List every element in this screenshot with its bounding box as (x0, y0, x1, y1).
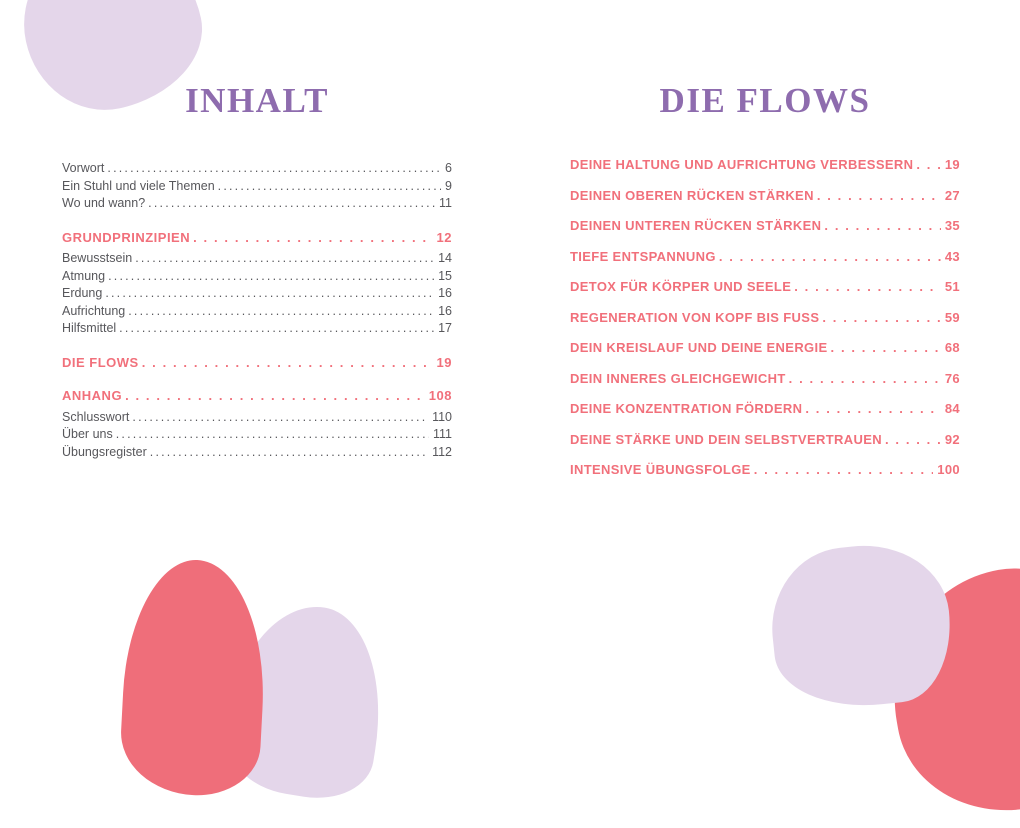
dot-leader (817, 181, 941, 212)
dot-leader (885, 425, 941, 456)
dot-leader (824, 211, 940, 242)
toc-page-number: 15 (438, 268, 452, 283)
right-page (570, 0, 960, 486)
toc-page-number: 112 (432, 444, 452, 459)
toc-row (62, 426, 452, 444)
dot-leader (822, 303, 940, 334)
toc-label: Erdung (62, 286, 103, 300)
left-page (62, 0, 452, 461)
toc-label: Vorwort (62, 161, 105, 175)
toc-page-number: 92 (944, 431, 960, 447)
toc-section-row (62, 387, 452, 405)
toc-page-number: 108 (428, 388, 452, 403)
dot-leader (105, 285, 434, 303)
toc-label: DEINE HALTUNG UND AUFRICHTUNG VERBESSERN (570, 157, 914, 172)
toc-page-number: 111 (432, 427, 452, 441)
toc-label: DIE FLOWS (62, 354, 139, 370)
toc-row (570, 242, 960, 273)
toc-page-number: 19 (436, 354, 452, 370)
toc-page-number: 11 (439, 196, 452, 210)
dot-leader (148, 195, 435, 213)
toc-page-number: 14 (438, 251, 452, 265)
toc-page-number: 9 (445, 178, 452, 193)
toc-page-number: 59 (944, 309, 960, 325)
toc-label: Schlusswort (62, 409, 130, 424)
toc-label: ANHANG (62, 388, 123, 403)
toc-row (570, 455, 960, 486)
toc-label: TIEFE ENTSPANNUNG (570, 248, 716, 264)
flows-toc-list (570, 150, 960, 486)
toc-label: Übungsregister (62, 444, 147, 459)
dot-leader (142, 354, 433, 372)
toc-label: DEIN KREISLAUF UND DEINE ENERGIE (570, 340, 828, 355)
decorative-blob-bottom-left-coral (118, 556, 270, 798)
toc-label: DEIN INNERES GLEICHGEWICHT (570, 370, 786, 386)
toc-row (570, 150, 960, 181)
toc-page-number: 16 (438, 303, 452, 318)
dot-leader (150, 444, 428, 462)
toc-page-number: 16 (438, 286, 452, 300)
dot-leader (119, 320, 434, 338)
dot-leader (916, 150, 940, 181)
toc-page-number: 17 (438, 321, 452, 335)
toc-page-number: 19 (944, 157, 960, 172)
page-title-die-flows: DIE FLOWS (659, 81, 871, 120)
dot-leader (754, 455, 934, 486)
toc-label: Bewusstsein (62, 251, 133, 265)
toc-section-row (62, 229, 452, 247)
toc-section-row (62, 354, 452, 372)
toc-row (62, 285, 452, 303)
dot-leader (719, 242, 941, 273)
dot-leader (125, 387, 425, 405)
dot-leader (831, 333, 941, 364)
dot-leader (132, 409, 428, 427)
dot-leader (794, 272, 941, 303)
toc-label: Wo und wann? (62, 196, 146, 210)
toc-row (570, 272, 960, 303)
toc-label: INTENSIVE ÜBUNGSFOLGE (570, 462, 751, 477)
toc-row (570, 211, 960, 242)
toc-label: Ein Stuhl und viele Themen (62, 178, 215, 193)
toc-label: GRUNDPRINZIPIEN (62, 229, 191, 245)
toc-page-number: 35 (944, 218, 960, 233)
toc-label: DEINEN UNTEREN RÜCKEN STÄRKEN (570, 218, 822, 233)
toc-label: Über uns (62, 427, 113, 441)
toc-row (62, 320, 452, 338)
toc-page-number: 43 (944, 248, 960, 264)
toc-page-number: 100 (937, 462, 960, 477)
toc-row (570, 303, 960, 334)
toc-label: DETOX FÜR KÖRPER UND SEELE (570, 279, 792, 294)
inhalt-toc-list (62, 160, 452, 461)
toc-label: Hilfsmittel (62, 321, 117, 335)
toc-page-number: 110 (432, 409, 452, 424)
toc-row (62, 250, 452, 268)
page-title-inhalt: INHALT (185, 81, 329, 120)
toc-page-number: 51 (944, 279, 960, 294)
toc-row (62, 195, 452, 213)
toc-page-number: 76 (944, 370, 960, 386)
toc-label: REGENERATION VON KOPF BIS FUSS (570, 309, 820, 325)
toc-row (62, 409, 452, 427)
toc-page-number: 6 (445, 161, 452, 175)
toc-row (62, 178, 452, 196)
toc-row (570, 394, 960, 425)
toc-page-number: 12 (436, 229, 452, 245)
dot-leader (805, 394, 940, 425)
toc-row (62, 268, 452, 286)
dot-leader (135, 250, 434, 268)
toc-page-number: 84 (944, 401, 960, 416)
toc-row (62, 160, 452, 178)
dot-leader (107, 160, 441, 178)
toc-row (570, 181, 960, 212)
dot-leader (789, 364, 941, 395)
toc-label: DEINEN OBEREN RÜCKEN STÄRKEN (570, 187, 814, 203)
toc-row (62, 444, 452, 462)
toc-label: DEINE STÄRKE UND DEIN SELBSTVERTRAUEN (570, 431, 882, 447)
toc-label: Aufrichtung (62, 303, 126, 318)
toc-row (570, 333, 960, 364)
toc-row (570, 425, 960, 456)
dot-leader (128, 303, 434, 321)
dot-leader (116, 426, 429, 444)
toc-label: Atmung (62, 268, 106, 283)
toc-page-number: 68 (944, 340, 960, 355)
toc-page-number: 27 (944, 187, 960, 203)
dot-leader (108, 268, 434, 286)
toc-row (570, 364, 960, 395)
dot-leader (193, 229, 432, 247)
toc-label: DEINE KONZENTRATION FÖRDERN (570, 401, 803, 416)
toc-row (62, 303, 452, 321)
dot-leader (218, 178, 441, 196)
